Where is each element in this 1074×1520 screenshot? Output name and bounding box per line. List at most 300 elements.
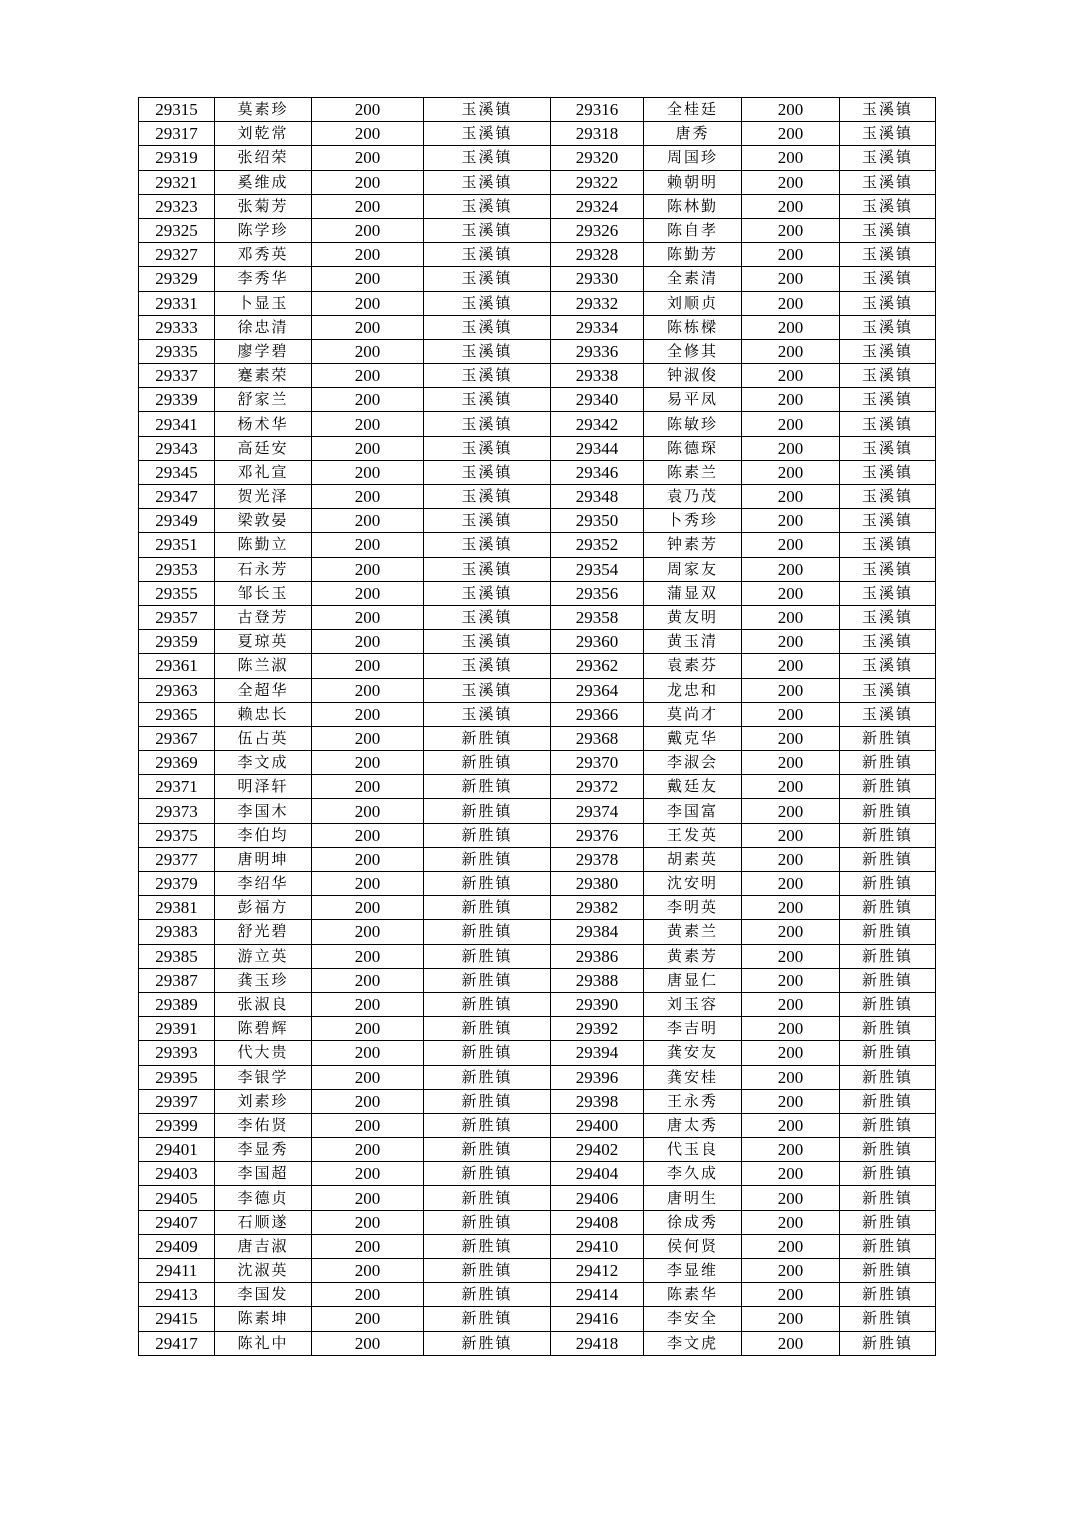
table-row bbox=[139, 605, 936, 629]
name-cell: 全超华 bbox=[215, 678, 312, 702]
name-cell: 李显秀 bbox=[215, 1138, 312, 1162]
town-cell: 玉溪镇 bbox=[424, 339, 551, 363]
amount-cell: 200 bbox=[312, 1234, 424, 1258]
town-cell: 新胜镇 bbox=[424, 1089, 551, 1113]
town-cell: 玉溪镇 bbox=[840, 170, 936, 194]
name-cell: 莫尚才 bbox=[644, 702, 742, 726]
amount-cell: 200 bbox=[312, 726, 424, 750]
amount-cell: 200 bbox=[312, 872, 424, 896]
amount-cell: 200 bbox=[312, 605, 424, 629]
amount-cell: 200 bbox=[312, 823, 424, 847]
name-cell: 代玉良 bbox=[644, 1138, 742, 1162]
amount-cell: 200 bbox=[312, 1186, 424, 1210]
amount-cell: 200 bbox=[742, 1065, 840, 1089]
id-cell: 29409 bbox=[139, 1234, 215, 1258]
town-cell: 玉溪镇 bbox=[424, 388, 551, 412]
id-cell: 29344 bbox=[551, 436, 644, 460]
table-row bbox=[139, 1017, 936, 1041]
table-row bbox=[139, 968, 936, 992]
name-cell: 李德贞 bbox=[215, 1186, 312, 1210]
id-cell: 29322 bbox=[551, 170, 644, 194]
id-cell: 29388 bbox=[551, 968, 644, 992]
name-cell: 赖朝明 bbox=[644, 170, 742, 194]
name-cell: 张绍荣 bbox=[215, 146, 312, 170]
town-cell: 玉溪镇 bbox=[840, 388, 936, 412]
amount-cell: 200 bbox=[742, 581, 840, 605]
amount-cell: 200 bbox=[742, 1017, 840, 1041]
amount-cell: 200 bbox=[742, 388, 840, 412]
amount-cell: 200 bbox=[742, 1113, 840, 1137]
name-cell: 李佑贤 bbox=[215, 1113, 312, 1137]
amount-cell: 200 bbox=[312, 1210, 424, 1234]
id-cell: 29384 bbox=[551, 920, 644, 944]
name-cell: 邹长玉 bbox=[215, 581, 312, 605]
id-cell: 29345 bbox=[139, 460, 215, 484]
town-cell: 新胜镇 bbox=[424, 726, 551, 750]
amount-cell: 200 bbox=[742, 98, 840, 122]
name-cell: 陈素兰 bbox=[644, 460, 742, 484]
town-cell: 玉溪镇 bbox=[424, 557, 551, 581]
town-cell: 玉溪镇 bbox=[840, 702, 936, 726]
amount-cell: 200 bbox=[742, 872, 840, 896]
town-cell: 新胜镇 bbox=[424, 751, 551, 775]
id-cell: 29335 bbox=[139, 339, 215, 363]
town-cell: 新胜镇 bbox=[840, 726, 936, 750]
name-cell: 游立英 bbox=[215, 944, 312, 968]
town-cell: 玉溪镇 bbox=[840, 460, 936, 484]
town-cell: 玉溪镇 bbox=[840, 364, 936, 388]
town-cell: 玉溪镇 bbox=[424, 630, 551, 654]
name-cell: 高廷安 bbox=[215, 436, 312, 460]
town-cell: 新胜镇 bbox=[424, 1113, 551, 1137]
name-cell: 陈林勤 bbox=[644, 194, 742, 218]
id-cell: 29323 bbox=[139, 194, 215, 218]
amount-cell: 200 bbox=[742, 194, 840, 218]
id-cell: 29340 bbox=[551, 388, 644, 412]
town-cell: 新胜镇 bbox=[424, 1162, 551, 1186]
town-cell: 新胜镇 bbox=[424, 992, 551, 1016]
town-cell: 玉溪镇 bbox=[840, 194, 936, 218]
name-cell: 陈素坤 bbox=[215, 1307, 312, 1331]
town-cell: 玉溪镇 bbox=[424, 122, 551, 146]
amount-cell: 200 bbox=[312, 1138, 424, 1162]
town-cell: 玉溪镇 bbox=[840, 485, 936, 509]
town-cell: 新胜镇 bbox=[840, 1065, 936, 1089]
town-cell: 新胜镇 bbox=[840, 1259, 936, 1283]
amount-cell: 200 bbox=[742, 1138, 840, 1162]
name-cell: 戴廷友 bbox=[644, 775, 742, 799]
id-cell: 29332 bbox=[551, 291, 644, 315]
id-cell: 29400 bbox=[551, 1113, 644, 1137]
town-cell: 玉溪镇 bbox=[840, 436, 936, 460]
id-cell: 29338 bbox=[551, 364, 644, 388]
table-row bbox=[139, 872, 936, 896]
town-cell: 新胜镇 bbox=[840, 1283, 936, 1307]
town-cell: 玉溪镇 bbox=[424, 702, 551, 726]
amount-cell: 200 bbox=[312, 98, 424, 122]
town-cell: 玉溪镇 bbox=[840, 146, 936, 170]
name-cell: 唐显仁 bbox=[644, 968, 742, 992]
id-cell: 29403 bbox=[139, 1162, 215, 1186]
amount-cell: 200 bbox=[742, 630, 840, 654]
amount-cell: 200 bbox=[742, 146, 840, 170]
table-row bbox=[139, 1331, 936, 1355]
amount-cell: 200 bbox=[312, 630, 424, 654]
id-cell: 29326 bbox=[551, 218, 644, 242]
amount-cell: 200 bbox=[312, 847, 424, 871]
amount-cell: 200 bbox=[742, 654, 840, 678]
amount-cell: 200 bbox=[312, 460, 424, 484]
name-cell: 易平凤 bbox=[644, 388, 742, 412]
table-row bbox=[139, 243, 936, 267]
table-body bbox=[139, 98, 936, 1356]
town-cell: 玉溪镇 bbox=[424, 533, 551, 557]
name-cell: 陈学珍 bbox=[215, 218, 312, 242]
town-cell: 玉溪镇 bbox=[840, 267, 936, 291]
name-cell: 石永芳 bbox=[215, 557, 312, 581]
id-cell: 29397 bbox=[139, 1089, 215, 1113]
name-cell: 徐忠清 bbox=[215, 315, 312, 339]
name-cell: 黄玉清 bbox=[644, 630, 742, 654]
name-cell: 陈敏珍 bbox=[644, 412, 742, 436]
table-row bbox=[139, 194, 936, 218]
town-cell: 玉溪镇 bbox=[424, 146, 551, 170]
name-cell: 陈素华 bbox=[644, 1283, 742, 1307]
town-cell: 新胜镇 bbox=[424, 1283, 551, 1307]
town-cell: 新胜镇 bbox=[424, 799, 551, 823]
name-cell: 舒家兰 bbox=[215, 388, 312, 412]
table-row bbox=[139, 460, 936, 484]
amount-cell: 200 bbox=[312, 485, 424, 509]
amount-cell: 200 bbox=[312, 1162, 424, 1186]
id-cell: 29386 bbox=[551, 944, 644, 968]
name-cell: 梁敦晏 bbox=[215, 509, 312, 533]
town-cell: 玉溪镇 bbox=[424, 315, 551, 339]
name-cell: 龚安桂 bbox=[644, 1065, 742, 1089]
name-cell: 李淑会 bbox=[644, 751, 742, 775]
town-cell: 玉溪镇 bbox=[424, 364, 551, 388]
table-row bbox=[139, 920, 936, 944]
name-cell: 刘素珍 bbox=[215, 1089, 312, 1113]
amount-cell: 200 bbox=[742, 1210, 840, 1234]
name-cell: 唐明坤 bbox=[215, 847, 312, 871]
town-cell: 新胜镇 bbox=[424, 1017, 551, 1041]
table-row bbox=[139, 1234, 936, 1258]
name-cell: 钟淑俊 bbox=[644, 364, 742, 388]
id-cell: 29387 bbox=[139, 968, 215, 992]
amount-cell: 200 bbox=[742, 170, 840, 194]
town-cell: 新胜镇 bbox=[424, 1041, 551, 1065]
name-cell: 陈兰淑 bbox=[215, 654, 312, 678]
town-cell: 新胜镇 bbox=[840, 1138, 936, 1162]
amount-cell: 200 bbox=[312, 1065, 424, 1089]
table-row bbox=[139, 1283, 936, 1307]
amount-cell: 200 bbox=[742, 291, 840, 315]
amount-cell: 200 bbox=[742, 1331, 840, 1355]
id-cell: 29331 bbox=[139, 291, 215, 315]
table-row bbox=[139, 170, 936, 194]
id-cell: 29370 bbox=[551, 751, 644, 775]
amount-cell: 200 bbox=[742, 122, 840, 146]
town-cell: 玉溪镇 bbox=[840, 98, 936, 122]
id-cell: 29378 bbox=[551, 847, 644, 871]
id-cell: 29325 bbox=[139, 218, 215, 242]
town-cell: 新胜镇 bbox=[840, 1017, 936, 1041]
table-row bbox=[139, 98, 936, 122]
town-cell: 新胜镇 bbox=[840, 823, 936, 847]
name-cell: 袁乃茂 bbox=[644, 485, 742, 509]
id-cell: 29396 bbox=[551, 1065, 644, 1089]
id-cell: 29407 bbox=[139, 1210, 215, 1234]
name-cell: 周家友 bbox=[644, 557, 742, 581]
name-cell: 全桂廷 bbox=[644, 98, 742, 122]
id-cell: 29392 bbox=[551, 1017, 644, 1041]
table-row bbox=[139, 364, 936, 388]
town-cell: 新胜镇 bbox=[840, 775, 936, 799]
name-cell: 陈礼中 bbox=[215, 1331, 312, 1355]
id-cell: 29413 bbox=[139, 1283, 215, 1307]
name-cell: 陈碧辉 bbox=[215, 1017, 312, 1041]
amount-cell: 200 bbox=[742, 218, 840, 242]
id-cell: 29360 bbox=[551, 630, 644, 654]
town-cell: 新胜镇 bbox=[840, 872, 936, 896]
id-cell: 29355 bbox=[139, 581, 215, 605]
name-cell: 陈德琛 bbox=[644, 436, 742, 460]
name-cell: 刘玉容 bbox=[644, 992, 742, 1016]
amount-cell: 200 bbox=[742, 485, 840, 509]
amount-cell: 200 bbox=[742, 920, 840, 944]
amount-cell: 200 bbox=[742, 1259, 840, 1283]
id-cell: 29354 bbox=[551, 557, 644, 581]
table-row bbox=[139, 267, 936, 291]
id-cell: 29353 bbox=[139, 557, 215, 581]
id-cell: 29408 bbox=[551, 1210, 644, 1234]
name-cell: 陈勤芳 bbox=[644, 243, 742, 267]
amount-cell: 200 bbox=[312, 291, 424, 315]
town-cell: 玉溪镇 bbox=[424, 654, 551, 678]
table-row bbox=[139, 1307, 936, 1331]
amount-cell: 200 bbox=[312, 751, 424, 775]
name-cell: 石顺遂 bbox=[215, 1210, 312, 1234]
id-cell: 29375 bbox=[139, 823, 215, 847]
amount-cell: 200 bbox=[312, 678, 424, 702]
town-cell: 新胜镇 bbox=[840, 1210, 936, 1234]
table-row bbox=[139, 702, 936, 726]
name-cell: 李国发 bbox=[215, 1283, 312, 1307]
id-cell: 29339 bbox=[139, 388, 215, 412]
id-cell: 29329 bbox=[139, 267, 215, 291]
id-cell: 29371 bbox=[139, 775, 215, 799]
name-cell: 杨术华 bbox=[215, 412, 312, 436]
table-row bbox=[139, 485, 936, 509]
town-cell: 新胜镇 bbox=[840, 1113, 936, 1137]
amount-cell: 200 bbox=[742, 1089, 840, 1113]
amount-cell: 200 bbox=[742, 799, 840, 823]
town-cell: 玉溪镇 bbox=[840, 291, 936, 315]
table-row bbox=[139, 509, 936, 533]
amount-cell: 200 bbox=[312, 194, 424, 218]
id-cell: 29352 bbox=[551, 533, 644, 557]
id-cell: 29389 bbox=[139, 992, 215, 1016]
amount-cell: 200 bbox=[742, 1307, 840, 1331]
table-row bbox=[139, 726, 936, 750]
id-cell: 29393 bbox=[139, 1041, 215, 1065]
name-cell: 李国木 bbox=[215, 799, 312, 823]
amount-cell: 200 bbox=[742, 605, 840, 629]
town-cell: 新胜镇 bbox=[424, 1331, 551, 1355]
amount-cell: 200 bbox=[742, 896, 840, 920]
id-cell: 29368 bbox=[551, 726, 644, 750]
amount-cell: 200 bbox=[312, 1041, 424, 1065]
name-cell: 蒲显双 bbox=[644, 581, 742, 605]
name-cell: 卜秀珍 bbox=[644, 509, 742, 533]
town-cell: 玉溪镇 bbox=[424, 460, 551, 484]
id-cell: 29343 bbox=[139, 436, 215, 460]
id-cell: 29328 bbox=[551, 243, 644, 267]
town-cell: 新胜镇 bbox=[424, 944, 551, 968]
name-cell: 黄素兰 bbox=[644, 920, 742, 944]
town-cell: 新胜镇 bbox=[840, 1307, 936, 1331]
id-cell: 29350 bbox=[551, 509, 644, 533]
table-row bbox=[139, 339, 936, 363]
table-row bbox=[139, 992, 936, 1016]
table-row bbox=[139, 1186, 936, 1210]
id-cell: 29348 bbox=[551, 485, 644, 509]
amount-cell: 200 bbox=[312, 1089, 424, 1113]
amount-cell: 200 bbox=[312, 436, 424, 460]
id-cell: 29418 bbox=[551, 1331, 644, 1355]
amount-cell: 200 bbox=[312, 968, 424, 992]
town-cell: 玉溪镇 bbox=[424, 170, 551, 194]
town-cell: 玉溪镇 bbox=[424, 218, 551, 242]
id-cell: 29379 bbox=[139, 872, 215, 896]
table-row bbox=[139, 678, 936, 702]
id-cell: 29356 bbox=[551, 581, 644, 605]
id-cell: 29417 bbox=[139, 1331, 215, 1355]
id-cell: 29367 bbox=[139, 726, 215, 750]
table-row bbox=[139, 1210, 936, 1234]
town-cell: 新胜镇 bbox=[424, 847, 551, 871]
name-cell: 李显维 bbox=[644, 1259, 742, 1283]
id-cell: 29320 bbox=[551, 146, 644, 170]
town-cell: 玉溪镇 bbox=[424, 485, 551, 509]
town-cell: 新胜镇 bbox=[840, 968, 936, 992]
id-cell: 29414 bbox=[551, 1283, 644, 1307]
town-cell: 玉溪镇 bbox=[424, 412, 551, 436]
id-cell: 29385 bbox=[139, 944, 215, 968]
name-cell: 廖学碧 bbox=[215, 339, 312, 363]
name-cell: 邓礼宣 bbox=[215, 460, 312, 484]
table-row bbox=[139, 630, 936, 654]
town-cell: 新胜镇 bbox=[424, 920, 551, 944]
amount-cell: 200 bbox=[312, 412, 424, 436]
id-cell: 29347 bbox=[139, 485, 215, 509]
town-cell: 新胜镇 bbox=[424, 1259, 551, 1283]
name-cell: 王永秀 bbox=[644, 1089, 742, 1113]
town-cell: 玉溪镇 bbox=[840, 654, 936, 678]
name-cell: 赖忠长 bbox=[215, 702, 312, 726]
name-cell: 陈自孝 bbox=[644, 218, 742, 242]
name-cell: 古登芳 bbox=[215, 605, 312, 629]
id-cell: 29321 bbox=[139, 170, 215, 194]
amount-cell: 200 bbox=[742, 968, 840, 992]
amount-cell: 200 bbox=[742, 267, 840, 291]
amount-cell: 200 bbox=[312, 509, 424, 533]
amount-cell: 200 bbox=[742, 944, 840, 968]
id-cell: 29402 bbox=[551, 1138, 644, 1162]
amount-cell: 200 bbox=[742, 678, 840, 702]
id-cell: 29315 bbox=[139, 98, 215, 122]
town-cell: 新胜镇 bbox=[424, 823, 551, 847]
town-cell: 新胜镇 bbox=[840, 1041, 936, 1065]
amount-cell: 200 bbox=[312, 1307, 424, 1331]
id-cell: 29365 bbox=[139, 702, 215, 726]
amount-cell: 200 bbox=[742, 992, 840, 1016]
id-cell: 29373 bbox=[139, 799, 215, 823]
id-cell: 29351 bbox=[139, 533, 215, 557]
town-cell: 玉溪镇 bbox=[840, 122, 936, 146]
name-cell: 龚安友 bbox=[644, 1041, 742, 1065]
name-cell: 李吉明 bbox=[644, 1017, 742, 1041]
id-cell: 29364 bbox=[551, 678, 644, 702]
amount-cell: 200 bbox=[742, 1186, 840, 1210]
amount-cell: 200 bbox=[312, 339, 424, 363]
id-cell: 29334 bbox=[551, 315, 644, 339]
town-cell: 新胜镇 bbox=[424, 968, 551, 992]
town-cell: 玉溪镇 bbox=[424, 605, 551, 629]
amount-cell: 200 bbox=[742, 460, 840, 484]
name-cell: 唐太秀 bbox=[644, 1113, 742, 1137]
amount-cell: 200 bbox=[742, 751, 840, 775]
name-cell: 卜显玉 bbox=[215, 291, 312, 315]
amount-cell: 200 bbox=[742, 823, 840, 847]
amount-cell: 200 bbox=[742, 509, 840, 533]
id-cell: 29316 bbox=[551, 98, 644, 122]
town-cell: 玉溪镇 bbox=[424, 291, 551, 315]
name-cell: 李明英 bbox=[644, 896, 742, 920]
id-cell: 29398 bbox=[551, 1089, 644, 1113]
amount-cell: 200 bbox=[312, 581, 424, 605]
town-cell: 玉溪镇 bbox=[424, 194, 551, 218]
amount-cell: 200 bbox=[312, 775, 424, 799]
town-cell: 玉溪镇 bbox=[840, 557, 936, 581]
id-cell: 29372 bbox=[551, 775, 644, 799]
table-row bbox=[139, 436, 936, 460]
town-cell: 新胜镇 bbox=[840, 847, 936, 871]
amount-cell: 200 bbox=[742, 1162, 840, 1186]
table-row bbox=[139, 1089, 936, 1113]
table-row bbox=[139, 218, 936, 242]
amount-cell: 200 bbox=[312, 920, 424, 944]
town-cell: 新胜镇 bbox=[424, 1234, 551, 1258]
town-cell: 新胜镇 bbox=[840, 1331, 936, 1355]
town-cell: 新胜镇 bbox=[840, 896, 936, 920]
id-cell: 29362 bbox=[551, 654, 644, 678]
amount-cell: 200 bbox=[312, 122, 424, 146]
id-cell: 29390 bbox=[551, 992, 644, 1016]
table-row bbox=[139, 581, 936, 605]
id-cell: 29383 bbox=[139, 920, 215, 944]
town-cell: 新胜镇 bbox=[840, 1186, 936, 1210]
name-cell: 唐秀 bbox=[644, 122, 742, 146]
amount-cell: 200 bbox=[312, 364, 424, 388]
amount-cell: 200 bbox=[742, 436, 840, 460]
amount-cell: 200 bbox=[742, 339, 840, 363]
name-cell: 黄友明 bbox=[644, 605, 742, 629]
amount-cell: 200 bbox=[312, 799, 424, 823]
town-cell: 新胜镇 bbox=[424, 1138, 551, 1162]
town-cell: 新胜镇 bbox=[840, 920, 936, 944]
